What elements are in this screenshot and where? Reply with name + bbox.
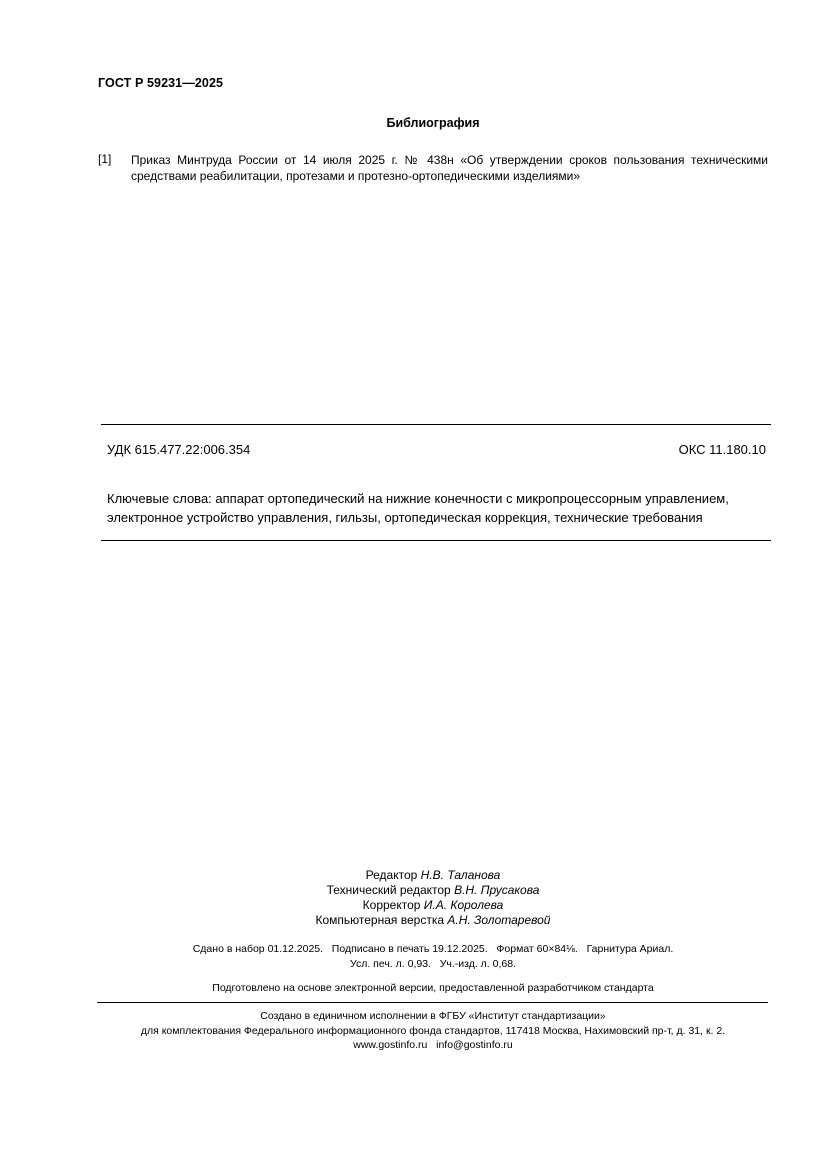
- credit-line-tech-editor: [0, 883, 827, 898]
- credit-name: И.А. Королева: [423, 898, 504, 912]
- credit-name: В.Н. Прусакова: [454, 883, 540, 897]
- top-divider: [101, 424, 771, 425]
- publication-line-1: Сдано в набор 01.12.2025. Подписано в печать 19.12.2025. Формат 60×84⅛. Гарнитура Ариал.: [192, 943, 674, 955]
- credit-name: Н.В. Таланова: [420, 868, 501, 882]
- keywords: Ключевые слова: аппарат ортопедический на нижние конечности с микропроцессорным управлением, электронное устройство управления, гильзы, ортопедическая коррекция, технические требования: [107, 491, 729, 525]
- publication-line-2: Усл. печ. л. 0,93. Уч.-изд. л. 0,68.: [349, 958, 516, 970]
- footer-block: [0, 1009, 827, 1053]
- credit-line-layout: [0, 913, 827, 928]
- reference-number: [1]: [98, 152, 112, 166]
- oks-code: ОКС 11.180.10: [678, 442, 766, 457]
- standard-number: ГОСТ Р 59231—2025: [98, 76, 224, 90]
- footer-line-3: www.gostinfo.ru info@gostinfo.ru: [353, 1039, 513, 1051]
- bibliography-title: Библиография: [386, 116, 480, 130]
- footer-line-2: для комплектования Федерального информационного фонда стандартов, 117418 Москва, Нахимовский пр-т, д. 31, к. 2.: [140, 1024, 726, 1037]
- credit-line-editor: [0, 868, 827, 883]
- bottom-divider: [101, 540, 771, 541]
- credit-line-proofreader: [0, 898, 827, 913]
- prepared-note: Подготовлено на основе электронной версии, предоставленной разработчиком стандарта: [212, 982, 654, 994]
- credit-role: Корректор: [362, 898, 421, 912]
- udk-code: УДК 615.477.22:006.354: [107, 442, 251, 457]
- credit-role: Технический редактор: [326, 883, 451, 897]
- credit-role: Компьютерная верстка: [315, 913, 445, 927]
- credit-name: А.Н. Золотаревой: [447, 913, 551, 927]
- publication-info: [0, 942, 827, 972]
- credits-block: [0, 868, 827, 928]
- footer-divider: [97, 1002, 768, 1003]
- reference-text: Приказ Минтруда России от 14 июля 2025 г. № 438н «Об утверждении сроков пользования техническими средствами реабилитации, протезами и протезно-ортопедическими изделиями»: [131, 153, 768, 183]
- footer-line-1: Создано в единичном исполнении в ФГБУ «Институт стандартизации»: [260, 1010, 606, 1022]
- credit-role: Редактор: [365, 868, 418, 882]
